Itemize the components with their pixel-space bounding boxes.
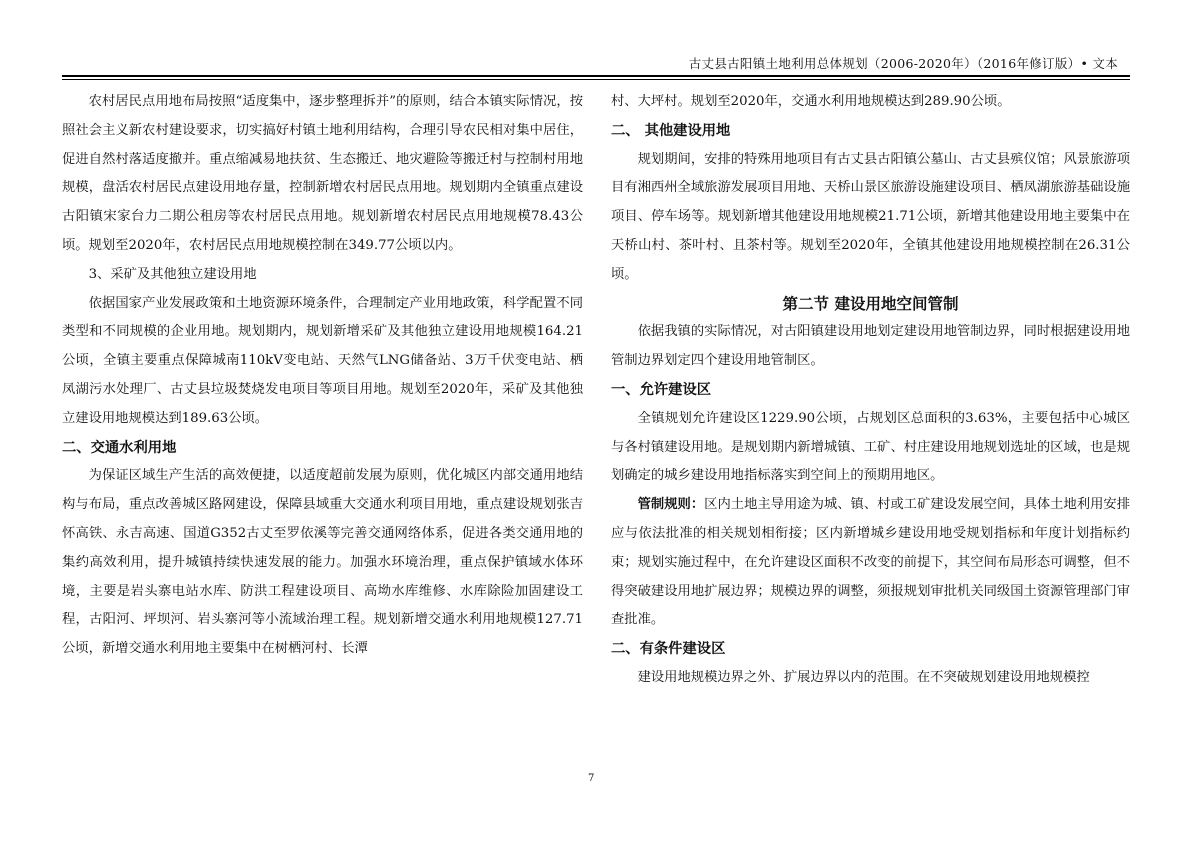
subheading-mining-land: 3、采矿及其他独立建设用地 [88,266,257,282]
right-column [611,88,1130,693]
header-rule-thick [62,75,1130,77]
control-rules-label: 管制规则： [637,497,705,513]
heading-transport-water: 二、交通水利用地 [62,439,177,456]
paragraph-transport-continued: 村、大坪村。规划至2020年，交通水利用地规模达到289.90公顷。 [611,94,1011,109]
paragraph-mining-land: 依据国家产业发展政策和土地资源环境条件，合理制定产业用地政策，科学配置不同类型和不同规模的企业用地。规划期内，规划新增采矿及其他独立建设用地规模164.21公顷，全镇主要重点保障城南110kV变电站、天然气LNG储备站、3万千伏变电站、栖凤湖污水处理厂、古丈县垃圾焚烧发电项目等项目用地。规划至2020年，采矿及其他独立建设用地规模达到189.63公顷。 [62,295,583,426]
paragraph-transport-water: 为保证区域生产生活的高效便捷，以适度超前发展为原则，优化城区内部交通用地结构与布局，重点改善城区路网建设，保障县域重大交通水利项目用地，重点建设规划张吉怀高铁、永吉高速、国道G352古丈至罗依溪等完善交通网络体系，促进各类交通用地的集约高效利用，提升城镇持续快速发展的能力。加强水环境治理，重点保护镇域水体环境，主要是岩头寨电站水库、防洪工程建设项目、高坳水库维修、水库除险加固建设工程，古阳河、坪坝河、岩头寨河等小流域治理工程。规划新增交通水利用地规模127.71公顷，新增交通水利用地主要集中在树栖河村、长潭 [62,468,583,657]
document-header-title: 古丈县古阳镇土地利用总体规划（2006-2020年）（2016年修订版）• 文本 [688,56,1118,71]
heading-other-construction: 二、 其他建设用地 [611,122,731,139]
paragraph-other-construction: 规划期间，安排的特殊用地项目有古丈县古阳镇公墓山、古丈县殡仪馆；风景旅游项目有湘西州全域旅游发展项目用地、天桥山景区旅游设施建设项目、栖凤湖旅游基础设施项目、停车场等。规划新增其他建设用地规模21.71公顷，新增其他建设用地主要集中在天桥山村、茶叶村、且茶村等。规划至2020年，全镇其他建设用地规模控制在26.31公顷。 [611,151,1130,282]
control-rules-text: 区内土地主导用途为城、镇、村或工矿建设发展空间，具体土地利用安排应与依法批准的相关规划相衔接；区内新增城乡建设用地受规划指标和年度计划指标约束；规划实施过程中，在允许建设区面积不改变的前提下，其空间布局形态可调整，但不得突破建设用地扩展边界；规模边界的调整，须报规划审批机关同级国土资源管理部门审查批准。 [611,497,1131,628]
paragraph-spatial-control-intro: 依据我镇的实际情况，对古阳镇建设用地划定建设用地管制边界，同时根据建设用地管制边界划定四个建设用地管制区。 [611,324,1130,369]
header-rule-thin [62,79,1130,80]
section-heading-spatial-control: 第二节 建设用地空间管制 [782,293,959,313]
page-number: 7 [588,773,595,784]
heading-conditional-zone: 二、有条件建设区 [611,641,726,658]
paragraph-conditional-zone: 建设用地规模边界之外、扩展边界以内的范围。在不突破规划建设用地规模控 [637,669,1090,685]
paragraph-allowed-zone: 全镇规划允许建设区1229.90公顷，占规划区总面积的3.63%，主要包括中心城区与各村镇建设用地。是规划期内新增城镇、工矿、村庄建设用地规划选址的区域，也是规划确定的城乡建设用地指标落实到空间上的预期用地区。 [611,410,1130,484]
heading-allowed-zone: 一、允许建设区 [611,381,712,398]
paragraph-rural-settlement: 农村居民点用地布局按照“适度集中，逐步整理拆并”的原则，结合本镇实际情况，按照社会主义新农村建设要求，切实搞好村镇土地利用结构，合理引导农民相对集中居住，促进自然村落适度撤并。重点缩减易地扶贫、生态搬迁、地灾避险等搬迁村与控制村用地规模，盘活农村居民点建设用地存量，控制新增农村居民点用地。规划期内全镇重点建设古阳镇宋家台力二期公租房等农村居民点用地。规划新增农村居民点用地规模78.43公顷。规划至2020年，农村居民点用地规模控制在349.77公顷以内。 [62,94,583,253]
left-column [62,88,583,664]
paragraph-control-rules [611,491,1130,635]
